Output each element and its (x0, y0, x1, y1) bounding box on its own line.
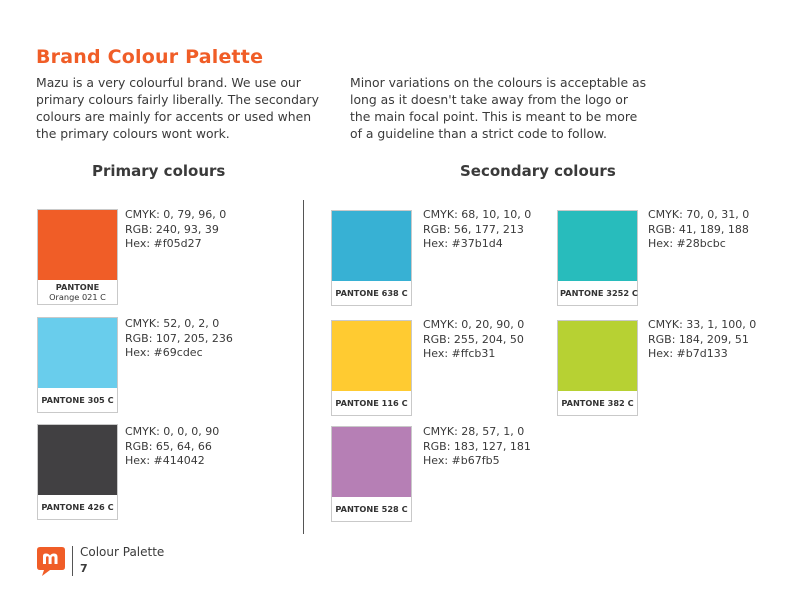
swatch-values-116 (423, 318, 524, 362)
hex-value: Hex: #ffcb31 (423, 347, 496, 360)
hex-value: Hex: #37b1d4 (423, 237, 503, 250)
intro-left-paragraph: Mazu is a very colourful brand. We use our primary colours fairly liberally. The secondary colours are mainly for accents or used when the primary colours wont work. (36, 75, 319, 141)
pantone-sub-label: Orange 021 C (49, 292, 106, 302)
cmyk-value: CMYK: 28, 57, 1, 0 (423, 425, 525, 438)
swatch-values-382 (648, 318, 756, 362)
cmyk-value: CMYK: 0, 0, 0, 90 (125, 425, 220, 438)
swatch-card-116 (331, 320, 412, 416)
intro-right-paragraph: Minor variations on the colours is acceptable as long as it doesn't take away from the logo or the main focal point. This is meant to be more of a guideline than a strict code to follow. (350, 75, 647, 141)
color-chip (38, 210, 117, 280)
rgb-value: RGB: 41, 189, 188 (648, 222, 749, 236)
cmyk-value: CMYK: 68, 10, 10, 0 (423, 208, 532, 221)
cmyk-value: CMYK: 52, 0, 2, 0 (125, 317, 220, 330)
cmyk-value: CMYK: 33, 1, 100, 0 (648, 318, 757, 331)
pantone-label: PANTONE 305 C (41, 395, 114, 405)
color-chip (38, 318, 117, 388)
rgb-value: RGB: 56, 177, 213 (423, 222, 524, 236)
swatch-values-orange-021 (125, 208, 226, 252)
swatch-card-305 (37, 317, 118, 413)
pantone-label: PANTONE 426 C (41, 502, 114, 512)
page-title: Brand Colour Palette (36, 46, 264, 68)
color-chip (332, 211, 411, 281)
rgb-value: RGB: 183, 127, 181 (423, 439, 531, 453)
section-divider (303, 200, 304, 534)
pantone-label: PANTONE 638 C (335, 288, 408, 298)
cmyk-value: CMYK: 0, 20, 90, 0 (423, 318, 525, 331)
swatch-values-3252 (648, 208, 749, 252)
rgb-value: RGB: 65, 64, 66 (125, 439, 212, 453)
swatch-card-3252 (557, 210, 638, 306)
hex-value: Hex: #414042 (125, 454, 205, 467)
secondary-heading: Secondary colours (460, 162, 616, 180)
rgb-value: RGB: 240, 93, 39 (125, 222, 219, 236)
color-chip (332, 427, 411, 497)
page-number: 7 (80, 562, 88, 575)
rgb-value: RGB: 255, 204, 50 (423, 332, 524, 346)
pantone-label: PANTONE 528 C (335, 504, 408, 514)
swatch-values-638 (423, 208, 531, 252)
footer-separator (72, 546, 73, 576)
pantone-label: PANTONE Orange 021 C (38, 280, 117, 302)
pantone-label: PANTONE 382 C (561, 398, 634, 408)
cmyk-value: CMYK: 70, 0, 31, 0 (648, 208, 750, 221)
cmyk-value: CMYK: 0, 79, 96, 0 (125, 208, 227, 221)
hex-value: Hex: #b7d133 (648, 347, 728, 360)
rgb-value: RGB: 107, 205, 236 (125, 331, 233, 345)
mazu-logo-icon (36, 545, 66, 575)
swatch-values-305 (125, 317, 233, 361)
rgb-value: RGB: 184, 209, 51 (648, 332, 749, 346)
pantone-label: PANTONE 3252 C (560, 288, 638, 298)
swatch-card-382 (557, 320, 638, 416)
swatch-card-528 (331, 426, 412, 522)
hex-value: Hex: #69cdec (125, 346, 203, 359)
hex-value: Hex: #f05d27 (125, 237, 202, 250)
hex-value: Hex: #28bcbc (648, 237, 726, 250)
swatch-card-426 (37, 424, 118, 520)
color-chip (558, 321, 637, 391)
swatch-card-638 (331, 210, 412, 306)
primary-heading: Primary colours (92, 162, 226, 180)
swatch-card-orange-021 (37, 209, 118, 305)
pantone-label: PANTONE 116 C (335, 398, 408, 408)
color-chip (558, 211, 637, 281)
swatch-values-528 (423, 425, 531, 469)
hex-value: Hex: #b67fb5 (423, 454, 500, 467)
color-chip (332, 321, 411, 391)
color-chip (38, 425, 117, 495)
swatch-values-426 (125, 425, 219, 469)
footer-label: Colour Palette (80, 545, 165, 559)
